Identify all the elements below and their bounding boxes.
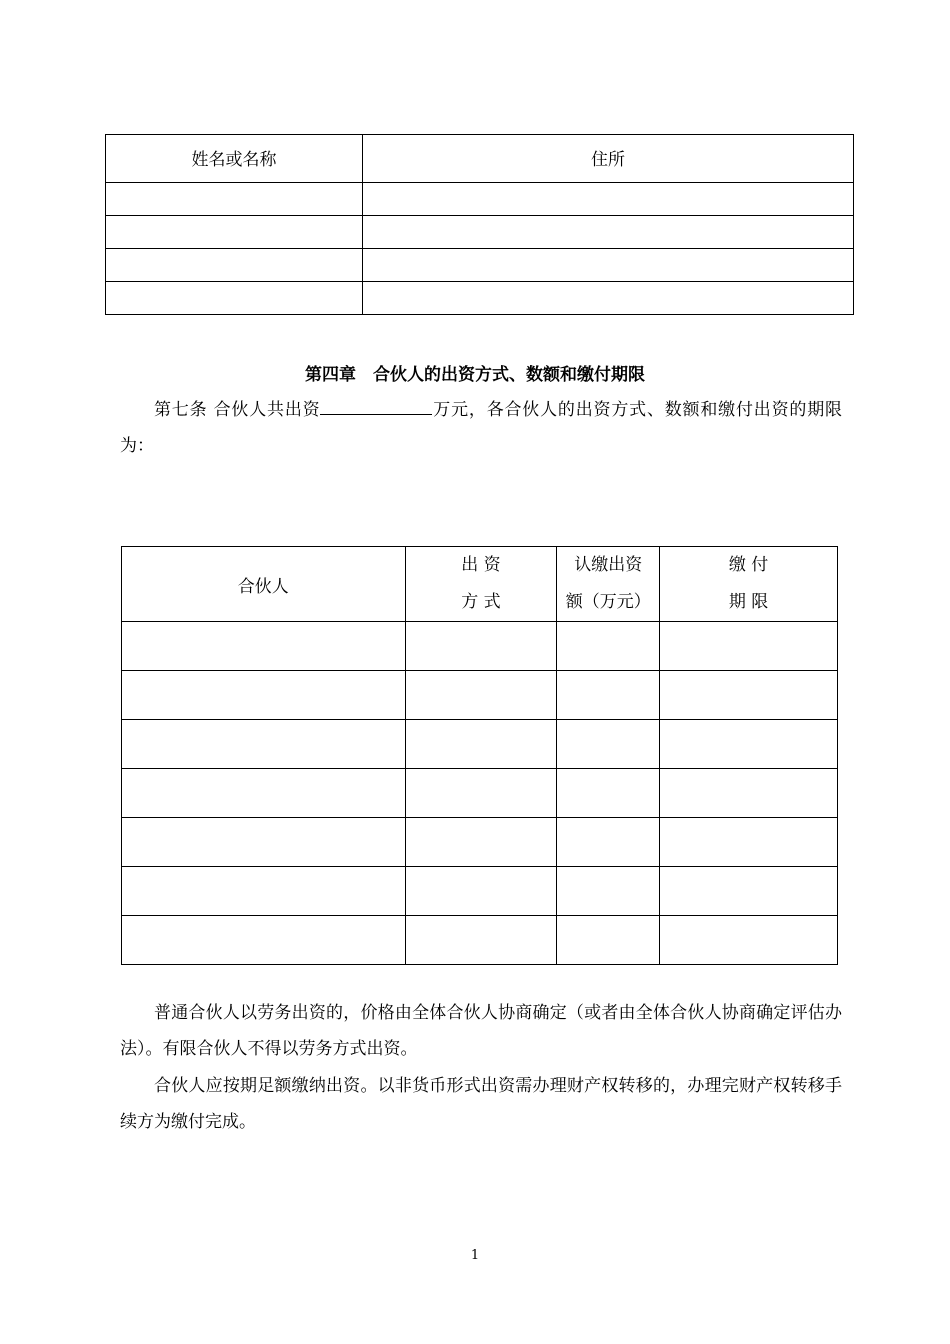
amount-cell [557, 769, 660, 818]
header-amount [557, 547, 660, 622]
amount-cell [557, 818, 660, 867]
table-header-row [106, 135, 854, 183]
article-7-text-rest: 万元，各合伙人的出资方式、数额和缴付出资的期限为： [120, 400, 843, 456]
chapter-heading: 第四章 合伙人的出资方式、数额和缴付期限 [305, 365, 645, 385]
name-cell [106, 282, 363, 315]
header-period [660, 547, 838, 622]
method-cell [405, 769, 557, 818]
method-cell [405, 916, 557, 965]
amount-cell [557, 622, 660, 671]
address-cell [363, 216, 854, 249]
header-period-line1: 缴 付 [728, 555, 769, 575]
partner-cell [122, 671, 406, 720]
address-cell [363, 282, 854, 315]
amount-cell [557, 916, 660, 965]
contribution-table [121, 546, 838, 965]
header-method-line2: 方 式 [461, 592, 501, 612]
table-row [122, 818, 838, 867]
page-number: 1 [470, 1248, 480, 1263]
address-cell [363, 183, 854, 216]
partner-cell [122, 720, 406, 769]
partner-cell [122, 769, 406, 818]
labor-contribution-paragraph: 普通合伙人以劳务出资的，价格由全体合伙人协商确定（或者由全体合伙人协商确定评估办法）。有限合伙人不得以劳务方式出资。 [120, 1003, 842, 1059]
period-cell [660, 818, 838, 867]
partner-address-table [105, 134, 854, 315]
amount-cell [557, 867, 660, 916]
table-row [122, 720, 838, 769]
table-header-row [122, 547, 838, 622]
name-cell [106, 249, 363, 282]
header-amount-line2: 额（万元） [565, 592, 651, 612]
table-row [122, 769, 838, 818]
header-method [405, 547, 557, 622]
partner-cell [122, 916, 406, 965]
period-cell [660, 916, 838, 965]
payment-paragraph: 合伙人应按期足额缴纳出资。以非货币形式出资需办理财产权转移的，办理完财产权转移手续方为缴付完成。 [120, 1076, 842, 1132]
table-row [122, 916, 838, 965]
partner-cell [122, 622, 406, 671]
name-cell [106, 216, 363, 249]
table-row [122, 867, 838, 916]
amount-blank [320, 398, 432, 415]
amount-cell [557, 720, 660, 769]
name-cell [106, 183, 363, 216]
period-cell [660, 769, 838, 818]
article-7-text: 第七条 合伙人共出资 [154, 400, 321, 420]
header-name: 姓名或名称 [106, 135, 363, 183]
table-row [106, 282, 854, 315]
partner-cell [122, 818, 406, 867]
table-row [122, 622, 838, 671]
method-cell [405, 622, 557, 671]
header-address: 住所 [363, 135, 854, 183]
header-partner: 合伙人 [122, 547, 406, 622]
table-row [122, 671, 838, 720]
period-cell [660, 671, 838, 720]
address-cell [363, 249, 854, 282]
table-row [106, 183, 854, 216]
header-method-line1: 出 资 [461, 555, 501, 575]
method-cell [405, 818, 557, 867]
table-row [106, 216, 854, 249]
period-cell [660, 622, 838, 671]
period-cell [660, 867, 838, 916]
amount-cell [557, 671, 660, 720]
table-row [106, 249, 854, 282]
article-7 [120, 392, 842, 464]
period-cell [660, 720, 838, 769]
method-cell [405, 867, 557, 916]
partner-cell [122, 867, 406, 916]
method-cell [405, 720, 557, 769]
header-amount-line1: 认缴出资 [574, 555, 643, 575]
method-cell [405, 671, 557, 720]
header-period-line2: 期 限 [728, 592, 769, 612]
